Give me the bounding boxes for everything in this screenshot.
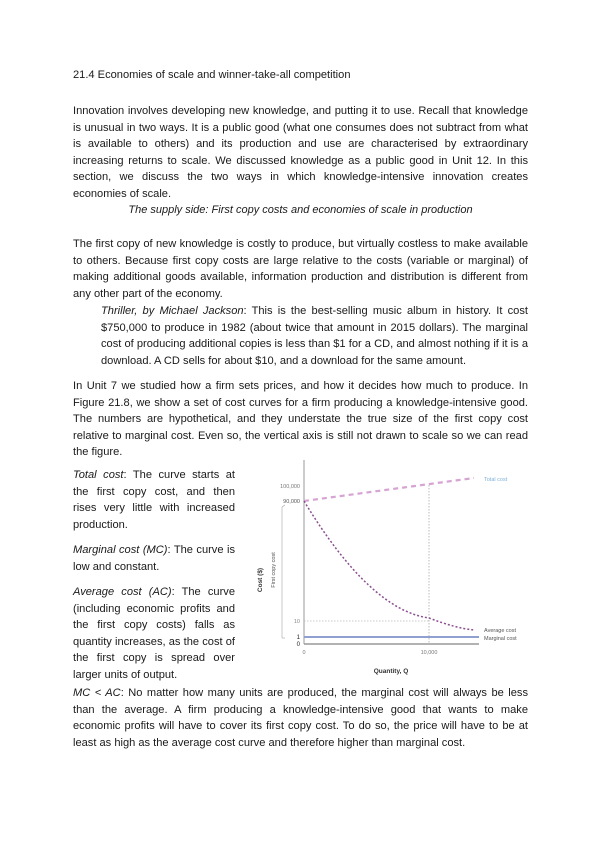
mc-ac-body: : No matter how many units are produced, the marginal cost will always be less than the average. A firm producing a knowledge-intensive good that wants to make economic profits will have to cover its first copy cost. To do so, the price will have to be at least as high as the average cost curve and therefore higher than marginal cost. — [73, 687, 528, 749]
total-cost-line — [304, 478, 474, 501]
first-copy-cost-annotation: First copy cost — [271, 552, 277, 588]
definition-total-cost — [73, 467, 235, 533]
thriller-body: : This is the best-selling music album in history. It cost $750,000 to produce in 1982 (about twice that amount in 2015 dollars). The marginal cost of producing additional copies is less than $1 for a CD, and almost nothing if it is a download. A CD sells for about $10, and a download for the same amount. — [101, 305, 528, 367]
definition-term: Marginal cost (MC) — [73, 544, 168, 556]
definition-term: Average cost (AC) — [73, 586, 172, 598]
average-cost-label: Average cost — [484, 628, 517, 634]
total-cost-label: Total cost — [484, 477, 508, 483]
definition-text: : The curve starts at the first copy cost, and then rises very little with increased production. — [73, 469, 235, 531]
definition-text: : The curve is low and constant. — [73, 544, 235, 573]
mc-ac-paragraph — [73, 685, 528, 751]
thriller-lead: Thriller, by Michael Jackson — [101, 305, 244, 317]
definition-marginal-cost — [73, 542, 235, 575]
mc-ac-lead: MC < AC — [73, 687, 121, 699]
unit7-paragraph: In Unit 7 we studied how a firm sets prices, and how it decides how much to produce. In Figure 21.8, we show a set of cost curves for a firm producing a knowledge-intensive good. The numbers are hypothetical, and they understate the true size of the first copy cost relative to marginal cost. Even so, the vertical axis is still not drawn to scale so we can read the figure. — [73, 380, 528, 459]
x-axis-title: Quantity, Q — [373, 668, 409, 675]
definition-average-cost — [73, 584, 235, 684]
intro-paragraph: Innovation involves developing new knowledge, and putting it to use. Recall that knowledge is unusual in two ways. It is a public good (what one consumes does not subtract from what is available to others) and its production and use are characterised by extraordinary increasing returns to scale. We discussed knowledge as a public good in Unit 12. In this section, we discuss the two ways in which knowledge-intensive innovation creates economies of scale. — [73, 105, 528, 200]
x-label-0: 0 — [302, 650, 306, 656]
thriller-example — [101, 303, 528, 369]
y-label-10: 10 — [293, 619, 300, 625]
section-heading: 21.4 Economies of scale and winner-take-all competition — [73, 69, 351, 81]
cost-curves-svg — [250, 460, 550, 680]
y-label-90000: 90,000 — [283, 499, 300, 505]
y-label-100000: 100,000 — [280, 484, 300, 490]
y-label-0: 0 — [296, 642, 300, 648]
marginal-cost-label: Marginal cost — [484, 636, 517, 642]
definition-text: : The curve (including economic profits and the first copy costs) falls as quantity increases, as the cost of the first copy is spread over larger units of output. — [73, 586, 235, 681]
x-label-10000: 10,000 — [420, 650, 438, 656]
supply-side-subheading: The supply side: First copy costs and economies of scale in production — [128, 204, 473, 216]
y-axis-title: Cost ($) — [257, 567, 264, 593]
y-label-1: 1 — [296, 635, 300, 641]
first-copy-paragraph: The first copy of new knowledge is costly to produce, but virtually costless to make available to others. Because first copy costs are large relative to the costs (variable or marginal) of making additional goods available, information production and distribution is different from any other part of the economy. — [73, 238, 528, 300]
bracket-tick — [282, 505, 285, 507]
cost-curves-chart — [250, 460, 550, 680]
definition-term: Total cost — [73, 469, 124, 481]
average-cost-curve — [304, 501, 474, 630]
